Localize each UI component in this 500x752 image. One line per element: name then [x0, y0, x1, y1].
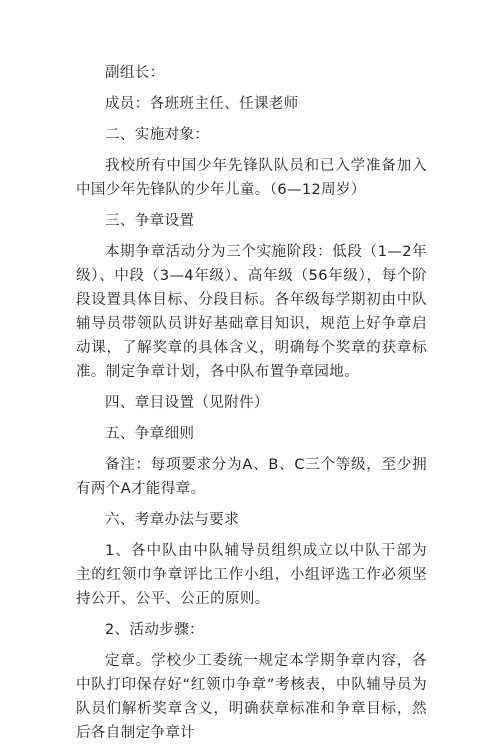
section-heading-implementation-target: 二、实施对象：	[105, 127, 210, 143]
paragraph-assessment-1: 1、各中队由中队辅导员组织成立以中队干部为主的红领巾争章评比工作小组，小组评选工作必须坚持公开、公平、公正的原则。	[76, 543, 427, 607]
section-heading-badge-items: 四、章目设置（见附件）	[105, 395, 269, 411]
paragraph-remark: 备注：每项要求分为A、B、C三个等级，至少拥有两个A才能得章。	[76, 457, 427, 497]
section-heading-rules: 五、争章细则	[105, 426, 195, 442]
section-heading-badge-settings: 三、争章设置	[105, 213, 195, 229]
section-heading-assessment: 六、考章办法与要求	[105, 512, 240, 528]
deputy-leader-line: 副组长：	[105, 65, 165, 81]
paragraph-activity-steps: 定章。学校少工委统一规定本学期争章内容，各中队打印保存好“红领巾争章”考核表，中队辅导员为队员们解析奖章含义，明确获章标准和争章目标，然后各自制定争章计	[76, 653, 427, 741]
document-body	[76, 61, 427, 752]
members-line: 成员：各班班主任、任课老师	[105, 96, 299, 112]
paragraph-target-description: 我校所有中国少年先锋队队员和已入学准备加入中国少年先锋队的少年儿童。（6—12周岁）	[76, 158, 427, 198]
heading-activity-steps: 2、活动步骤：	[105, 622, 205, 638]
paragraph-badge-settings: 本期争章活动分为三个实施阶段：低段（1—2年级）、中段（3—4年级）、高年级（56年级），每个阶段设置具体目标、分段目标。各年级每学期初由中队辅导员带领队员讲好基础章目知识，规范上好争章启动课，了解奖章的具体含义，明确每个奖章的获章标准。制定争章计划，各中队布置争章园地。	[76, 244, 427, 380]
